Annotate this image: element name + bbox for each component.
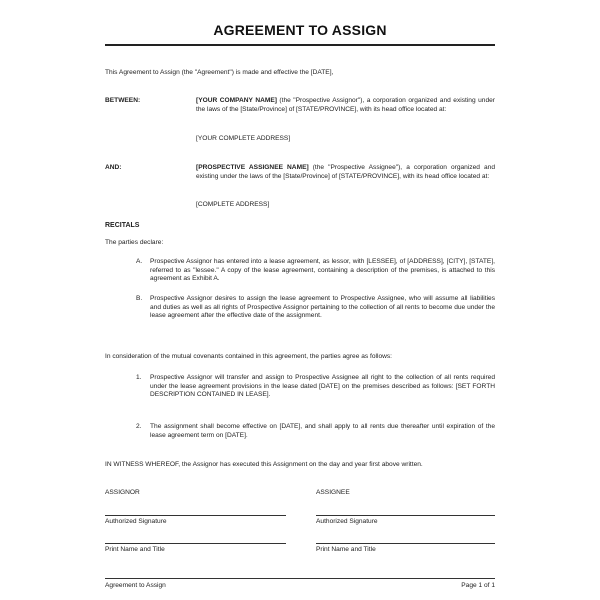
and-address: [COMPLETE ADDRESS]	[196, 201, 270, 208]
assignee-label: ASSIGNEE	[316, 489, 350, 496]
and-party-name: [PROSPECTIVE ASSIGNEE NAME]	[196, 164, 309, 171]
item-1-marker: 1.	[136, 374, 142, 381]
assignee-signature-line	[316, 515, 495, 516]
assignor-authorized-signature: Authorized Signature	[105, 518, 167, 525]
recital-b-marker: B.	[136, 295, 143, 302]
parties-declare: The parties declare:	[105, 239, 164, 246]
item-2: The assignment shall become effective on [DATE], and shall apply to all rents due thereafter until expiration of the lease agreement term on [DATE].	[150, 423, 495, 439]
between-address: [YOUR COMPLETE ADDRESS]	[196, 135, 291, 142]
intro-paragraph: This Agreement to Assign (the "Agreement") is made and effective the [DATE],	[105, 69, 334, 76]
recital-b: Prospective Assignor desires to assign the lease agreement to Prospective Assignee, who will assume all liabilities and duties as well as all rights of Prospective Assignor pertaining to the collection of all rents to become due under the lease agreement after the effective date of the assignment.	[150, 295, 495, 320]
witness-paragraph: IN WITNESS WHEREOF, the Assignor has executed this Assignment on the day and year first above written.	[105, 461, 423, 468]
between-party-name: [YOUR COMPANY NAME]	[196, 97, 277, 104]
recitals-heading: RECITALS	[105, 222, 140, 229]
assignor-signature-line	[105, 515, 286, 516]
footer-document-name: Agreement to Assign	[105, 582, 166, 589]
item-1: Prospective Assignor will transfer and assign to Prospective Assignee all right to the collection of all rents required under the lease agreement provisions in the lease dated [DATE] on the premises described as follows: [SET FORTH DESCRIPTION CONTAINED IN LEASE].	[150, 374, 495, 399]
assignor-name-line	[105, 543, 286, 544]
assignee-name-line	[316, 543, 495, 544]
between-party-text: (the "Prospective Assignor"), a corporation organized and existing under the laws of the [State/Province] of [STATE/PROVINCE], with its head office located at:	[196, 97, 495, 113]
assignee-print-name: Print Name and Title	[316, 546, 376, 553]
item-2-marker: 2.	[136, 423, 142, 430]
footer-page-number: Page 1 of 1	[461, 582, 495, 589]
footer-rule	[105, 578, 495, 579]
consideration-paragraph: In consideration of the mutual covenants contained in this agreement, the parties agree as follows:	[105, 353, 392, 360]
and-paragraph	[196, 164, 495, 181]
recital-a: Prospective Assignor has entered into a lease agreement, as lessor, with [LESSEE], of [ADDRESS], [CITY], [STATE], referred to as "lessee." A copy of the lease agreement, containing a description of the premises, is attached to this agreement as Exhibit A.	[150, 258, 495, 283]
and-label: AND:	[105, 164, 122, 171]
and-party-text: (the "Prospective Assignee"), a corporation organized and existing under the laws of the [State/Province] of [STATE/PROVINCE], with its head office located at:	[196, 164, 495, 180]
assignor-label: ASSIGNOR	[105, 489, 140, 496]
document-title: AGREEMENT TO ASSIGN	[213, 22, 387, 38]
assignee-authorized-signature: Authorized Signature	[316, 518, 378, 525]
title-rule	[105, 44, 495, 46]
assignor-print-name: Print Name and Title	[105, 546, 165, 553]
between-label: BETWEEN:	[105, 97, 141, 104]
recital-a-marker: A.	[136, 258, 143, 265]
between-paragraph	[196, 97, 495, 114]
